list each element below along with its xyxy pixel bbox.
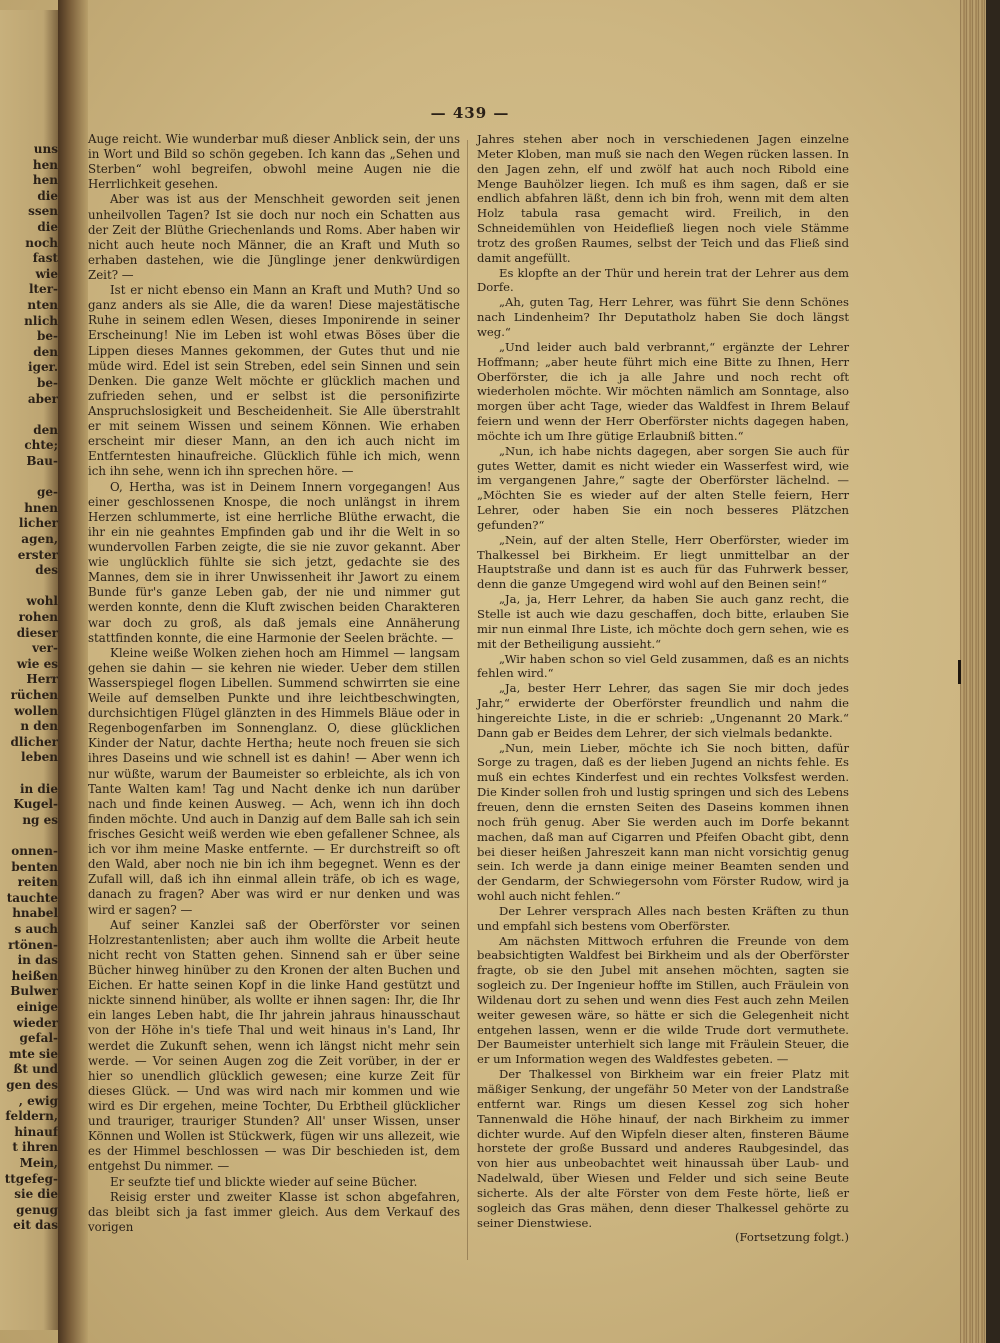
left-stub-word: hen (32, 173, 58, 188)
left-stub-word: chte; (24, 438, 58, 453)
left-stub-word: onnen- (11, 844, 58, 858)
paragraph: „Und leider auch bald verbrannt,“ ergänzte der Lehrer Hoffmann; „aber heute führt mich eine Bitte zu Ihnen, Herr Oberförster, die ich ja alle Jahre und noch recht oft wiederholen möchte. Wir möchten nämlich am Sonntage, also morgen über acht Tage, wieder das Waldfest in Ihrem Belauf feiern und wenn der Herr Oberförster nichts dagegen haben, möchte ich um Ihre gütige Erlaubniß bitten.“ (477, 339, 849, 443)
left-stub-word: licher (18, 516, 58, 531)
paragraph: Jahres stehen aber noch in verschiedenen Jagen einzelne Meter Kloben, man muß sie nach den Wegen rücken lassen. In den Jagen zehn, elf und zwölf hat auch noch Ribold eine Menge Bauhölzer liegen. Ich muß es ihm sagen, daß er sie endlich abfahren läßt, denn ich bin froh, wenn mit dem alten Holz tabula rasa gemacht wird. Freilich, in den Schneidemühlen von Heidefließ liegen noch viele Stämme trotz des großen Raumes, selbst der Teich und das Fließ sind damit angefüllt. (477, 132, 849, 265)
paragraph: Es klopfte an der Thür und herein trat der Lehrer aus dem Dorfe. (477, 265, 849, 295)
continuation-note: (Fortsetzung folgt.) (734, 1230, 849, 1245)
paragraph: „Ah, guten Tag, Herr Lehrer, was führt Sie denn Schönes nach Lindenheim? Ihr Deputatholz haben Sie doch längst weg.“ (477, 295, 849, 339)
left-stub-word: einige (16, 1000, 58, 1014)
paragraph: Reisig erster und zweiter Klasse ist schon abgefahren, das bleibt sich ja fast immer gleich. Aus dem Verkauf des vorigen (88, 1189, 460, 1234)
paragraph: „Wir haben schon so viel Geld zusammen, daß es an nichts fehlen wird.“ (477, 651, 849, 681)
left-stub-word: , ewig (18, 1093, 58, 1108)
left-stub-word: wieder (13, 1015, 58, 1030)
paragraph: „Nun, mein Lieber, möchte ich Sie noch bitten, dafür Sorge zu tragen, daß es der lieben Jugend an nichts fehle. Es muß ein echtes Kinderfest und ein rechtes Volksfest werden. Die Kinder sollen froh und lustig springen und sich des Lebens freuen, denn die ernsten Seiten des Daseins kommen ihnen noch früh genug. Aber Sie werden auch im Dorfe bekannt machen, daß man auf Cigarren und Pfeifen Obacht gibt, denn bei dieser heißen Jahreszeit kann man nicht vorsichtig genug sein. Ich werde ja dann einige meiner Beamten senden und der Gendarm, der Schwiegersohn vom Förster Rudow, wird ja wohl auch nicht fehlen.“ (477, 740, 849, 904)
paragraph: „Ja, ja, Herr Lehrer, da haben Sie auch ganz recht, die Stelle ist auch wie dazu geschaffen, doch bitte, erlauben Sie mir nun einmal Ihre Liste, ich möchte doch gern sehen, wie es mit der Betheiligung aussieht.“ (477, 592, 849, 651)
left-stub-word: hen (32, 157, 58, 172)
left-stub-word: sie die (14, 1187, 58, 1202)
left-stub-word: wohl (26, 594, 58, 609)
left-stub-word: Mein, (19, 1156, 58, 1170)
left-stub-word: mte sie (8, 1046, 58, 1061)
left-stub-word: des (35, 563, 58, 578)
left-stub-word: gefal- (19, 1031, 58, 1046)
paragraph: Er seufzte tief und blickte wieder auf seine Bücher. (110, 1174, 418, 1189)
left-stub-word: rtönen- (8, 937, 58, 952)
left-stub-word: nten (27, 298, 58, 312)
left-stub-word: Bulwer (10, 984, 58, 999)
paragraph: Aber was ist aus der Menschheit geworden seit jenen unheilvollen Tagen? Ist sie doch nur noch ein Schatten aus der Zeit der Blüthe Griechenlands und Roms. Aber haben wir nicht auch heute noch Männer, die an Kraft und Muth so erhaben dastehen, wie die Jünglinge jener denkwürdigen Zeit? — (88, 192, 460, 282)
left-stub-word: den (33, 344, 58, 359)
left-column (88, 132, 460, 1235)
left-stub-word: feldern, (5, 1109, 58, 1124)
paragraph: Kleine weiße Wolken ziehen hoch am Himmel — langsam gehen sie dahin — sie kehren nie wieder. Ueber dem stillen Wasserspiegel flogen Libellen. Summend schwirrten sie eine Weile auf demselben Punkte und ihre leichtbeschwingten, durchsichtigen Flügel glänzten in des Himmels Bläue oder in Regenbogenfarben im Sonnenglanz. O, diese glücklichen Kinder der Natur, dachte Hertha; heute noch freuen sie sich ihres Daseins und wie schnell ist es dahin! — Aber wenn ich nur wüßte, warum der Baumeister so erbleichte, als ich von Tante Walten kam! Tag und Nacht denke ich nun darüber nach und finde keinen Ausweg. — Ach, wenn ich ihn doch finden möchte. Und auch in Danzig auf dem Balle sah ich sein frisches Gesicht weiß werden wie eben gefallener Schnee, als ich vor ihm meine Maske entfernte. — Er durchstreift so oft den Wald, aber noch nie bin ich ihm begegnet. Wenn es der Zufall will, daß ich ihn einmal allein träfe, ob ich es wage, danach zu fragen? Aber was wird er nur denken und was wird er sagen? — (88, 645, 460, 917)
left-stub-word: erster (17, 547, 58, 562)
left-stub-word: in das (17, 953, 58, 968)
column-divider (467, 140, 468, 1260)
left-page-edge (0, 10, 62, 1330)
paragraph: „Nun, ich habe nichts dagegen, aber sorgen Sie auch für gutes Wetter, damit es nicht wieder ein Wasserfest wird, wie im vergangenen Jahre,“ sagte der Oberförster lächelnd. — „Möchten Sie es wieder auf der alten Stelle feiern, Herr Lehrer, oder haben Sie ein noch besseres Plätzchen gefunden?“ (477, 443, 849, 532)
left-stub-word: leben (21, 750, 58, 765)
left-stub-word: tauchte (6, 890, 58, 905)
left-stub-word: n den (20, 719, 58, 734)
left-stub-word: fast (32, 251, 58, 266)
left-stub-word: noch (25, 235, 58, 250)
paragraph: Auf seiner Kanzlei saß der Oberförster vor seinen Holzrestantenlisten; aber auch ihm wollte die Arbeit heute nicht recht von Statten gehen. Sinnend sah er über seine Bücher hinweg hinüber zu den Kronen der alten Buchen und Eichen. Er hatte seinen Kopf in die linke Hand gestützt und nickte sinnend hinüber, als wollte er ihnen sagen: Ihr, die Ihr ein langes Leben habt, die Ihr jahrein jahraus hinausschaut von der Höhe in's tiefe Thal und weit hinaus in's Land, Ihr werdet die Zukunft sehen, wenn ich längst nicht mehr sein werde. — Vor seinen Augen zog die Zeit vorüber, in der er hier so unendlich glücklich gewesen; eine kurze Zeit für dieses Glück. — Und was wird nach mir kommen und wie wird es Dir ergehen, meine Tochter, Du Erbtheil glücklicher und trauriger, trauriger Stunden? All' unser Wissen, unser Können und Wollen ist Stückwerk, fügen wir uns allezeit, wie es der Himmel beschlossen — was Dir beschieden ist, dem entgehst Du nimmer. — (88, 917, 460, 1174)
left-stub-word: ver- (32, 641, 58, 656)
paragraph: „Nein, auf der alten Stelle, Herr Oberförster, wieder im Thalkessel bei Birkheim. Er liegt unmittelbar an der Hauptstraße und dann ist es auch für das Fuhrwerk besser, denn die ganze Umgegend wird wohl auf den Beinen sein!“ (477, 532, 849, 592)
left-stub-word: Bau- (26, 454, 58, 468)
left-stub-word: ge- (36, 485, 58, 500)
left-stub-word: be- (36, 376, 58, 390)
book-cover-edge (986, 0, 1000, 1343)
left-stub-word: lter- (28, 282, 58, 297)
left-stub-word: wie es (16, 656, 58, 671)
left-stub-word: nlich (24, 313, 58, 328)
left-stub-word: benten (11, 859, 58, 874)
left-stub-word: hinauf (14, 1124, 58, 1139)
book-gutter (58, 0, 88, 1343)
left-stub-word: ßt und (13, 1062, 58, 1077)
page-mark (958, 660, 961, 684)
left-stub-word: wollen (14, 703, 58, 718)
left-stub-word: Kugel- (13, 797, 58, 812)
left-stub-word: hnabel (12, 906, 58, 921)
paragraph: Der Thalkessel von Birkheim war ein freier Platz mit mäßiger Senkung, der ungefähr 50 Meter von der Landstraße entfernt war. Rings um diesen Kessel zog sich hoher Tannenwald die Höhe hinauf, der nach Birkheim zu immer dichter wurde. Auf den Wipfeln dieser alten, finsteren Bäume horstete der große Bussard und anderes Raubgesindel, das von hier aus unbeobachtet weit hinaussah über Laub- und Nadelwald, über Wiesen und Felder und sich seine Beute sicherte. Als der alte Förster von dem Feste hörte, ließ er sogleich das Gras mähen, denn dieser Thalkessel gehörte zu seiner Dienstwiese. (477, 1067, 849, 1230)
left-stub-word: ttgefeg- (4, 1171, 58, 1186)
paragraph: Der Lehrer versprach Alles nach besten Kräften zu thun und empfahl sich bestens vom Oberförster. (477, 903, 849, 933)
left-stub-word: iger. (28, 360, 58, 375)
page-number: — 439 — (430, 104, 510, 122)
left-stub-word: genug (16, 1202, 58, 1217)
left-stub-word: die (37, 188, 58, 203)
left-stub-word: rohen (18, 610, 58, 624)
left-stub-word: s auch (14, 922, 58, 936)
left-stub-word: dieser (16, 625, 58, 640)
left-stub-word: wie (35, 266, 58, 281)
left-stub-word: den (33, 422, 58, 437)
paragraph: Ist er nicht ebenso ein Mann an Kraft und Muth? Und so ganz anders als sie Alle, die da waren! Diese majestätische Ruhe in seinem edlen Wesen, dieses Imponirende in seiner Erscheinung! Nie im Leben ist wohl etwas Böses über die Lippen dieses Mannes gekommen, der Gutes thut und nie müde wird. Edel ist sein Streben, edel sein Sinnen und sein Denken. Die ganze Welt möchte er glücklich machen und zufrieden sehen, und er selbst ist die personifizirte Anspruchslosigkeit und Bescheidenheit. Sie Alle überstrahlt er mit seinem Wissen und seinem Können. Wie erhaben erscheint mir dieser Mann, an den ich auch nicht im Entferntesten hinaufreiche. Glücklich fühle ich mich, wenn ich ihn sehe, wenn ich ihn sprechen höre. — (88, 283, 460, 479)
paragraph: Am nächsten Mittwoch erfuhren die Freunde von dem beabsichtigten Waldfest bei Birkheim und als der Oberförster fragte, ob sie den Jubel mit ansehen möchten, sagten sie sogleich zu. Der Ingenieur hoffte im Stillen, auch Fräulein von Wildenau dort zu sehen und wenn dies Fest auch zehn Meilen weiter gewesen wäre, so hätte er sich die Gelegenheit nicht entgehen lassen, wenn er die wilde Trude dort vermuthete. Der Baumeister unterhielt sich lange mit Fräulein Steuer, die er um Information wegen des Waldfestes gebeten. — (477, 933, 849, 1067)
left-stub-word: in die (19, 781, 58, 796)
left-stub-word: heißen (11, 968, 58, 983)
right-column (477, 132, 849, 1245)
left-stub-word: hnen (24, 500, 58, 515)
left-stub-word: reiten (17, 875, 58, 890)
left-stub-word: uns (33, 142, 58, 156)
left-stub-word: ssen (28, 204, 58, 219)
left-stub-word: rüchen (10, 688, 58, 702)
left-stub-word: agen, (21, 532, 58, 546)
left-stub-word: dlicher (10, 734, 58, 749)
left-stub-word: ng es (22, 812, 58, 827)
left-stub-word: be- (36, 329, 58, 344)
left-stub-word: aber (27, 391, 58, 406)
left-stub-word: gen des (6, 1078, 58, 1092)
left-stub-word: eit das (13, 1218, 58, 1233)
left-stub-word: die (37, 220, 58, 234)
paragraph: Auge reicht. Wie wunderbar muß dieser Anblick sein, der uns in Wort und Bild so schön gegeben. Ich kann das „Sehen und Sterben“ wohl begreifen, obwohl meine Augen nie die Herrlichkeit gesehen. (88, 132, 460, 192)
paragraph: „Ja, bester Herr Lehrer, das sagen Sie mir doch jedes Jahr,“ erwiderte der Oberförster freundlich und nahm die hingereichte Liste, in die er schrieb: „Ungenannt 20 Mark.“ Dann gab er Beides dem Lehrer, der sich vielmals bedankte. (477, 681, 849, 740)
paragraph: O, Hertha, was ist in Deinem Innern vorgegangen! Aus einer geschlossenen Knospe, die noch unlängst in ihrem Herzen schlummerte, ist eine herrliche Blüthe erwacht, die ihr ein nie geahntes Empfinden gab und ihr die Welt in so wundervollen Farben zeigte, die sie nie zuvor gekannt. Aber wie unglücklich fühlte sie sich jetzt, gedachte sie des Mannes, dem sie in ihrer Unwissenheit ihr Jawort zu einem Bunde für's ganze Leben gab, der nie und nimmer gut werden konnte, denn die Kluft zwischen beiden Charakteren war doch zu groß, als daß jemals eine Annäherung stattfinden konnte, die eine Harmonie der Seelen brächte. — (88, 479, 460, 645)
left-stub-word: t ihren (12, 1140, 58, 1155)
left-stub-word: Herr (26, 672, 58, 687)
